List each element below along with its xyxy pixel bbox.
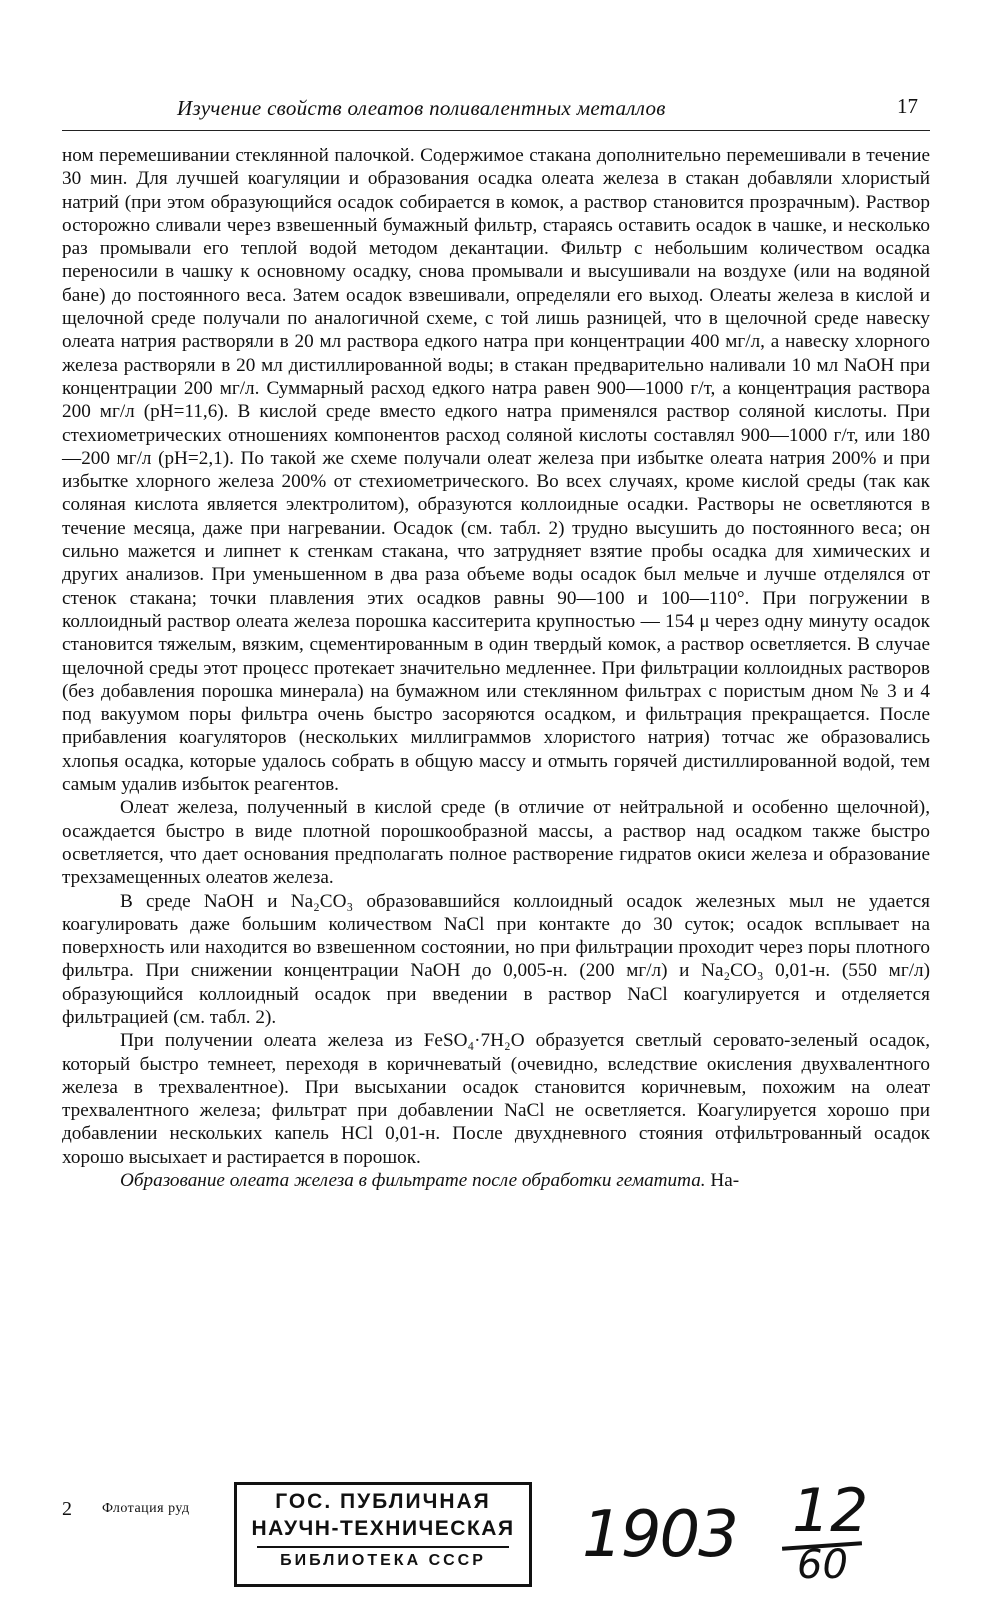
signature-mark: Флотация руд <box>102 1501 190 1516</box>
paragraph-5 <box>62 1169 930 1192</box>
page-footer <box>62 1476 930 1594</box>
paragraph-5-heading: Образование олеата железа в фильтрате после обработки гематита. <box>120 1170 706 1192</box>
stamp-line-3: БИБЛИОТЕКА СССР <box>257 1546 509 1570</box>
running-title: Изучение свойств олеатов поливалентных металлов <box>177 96 666 120</box>
running-header <box>62 92 930 132</box>
paragraph-2: Олеат железа, полученный в кислой среде (в отличие от нейтральной и особенно щелочной), осаждается быстро в виде плотной порошкообразной массы, а раствор над осадком также быстро осветляется, что дает основания предполагать полное растворение гидратов окиси железа и образование трехзамещенных олеатов железа. <box>62 797 930 889</box>
handwritten-number: 1903 <box>582 1498 737 1572</box>
header-rule <box>62 130 930 131</box>
paragraph-3: В среде NaOH и Na₂CO₃ образовавшийся коллоидный осадок железных мыл не удается коагулировать даже большим количеством NaCl при контакте до 30 суток; осадок всплывает на поверхность или находится во взвешенном состоянии, но при фильтрации проходит через поры плотного фильтра. При снижении концентрации NaOH до 0,005-н. (200 мг/л) и Na₂CO₃ 0,01-н. (550 мг/л) образующийся коллоидный осадок при введении в раствор NaCl коагулируется и отделяется фильтрацией (см. табл. 2). <box>62 890 930 1028</box>
library-stamp <box>234 1484 532 1587</box>
handwritten-numerator: 12 <box>792 1476 869 1546</box>
handwritten-denominator: 60 <box>797 1542 848 1588</box>
signature-number: 2 <box>62 1498 72 1520</box>
stamp-line-1: ГОС. ПУБЛИЧНАЯ <box>275 1490 491 1513</box>
stamp-line-2: НАУЧН-ТЕХНИЧЕСКАЯ <box>251 1517 515 1540</box>
paragraph-1: ном перемешивании стеклянной палочкой. Содержимое стакана дополнительно перемешивали в течение 30 мин. Для лучшей коагуляции и образования осадка олеата железа в стакан добавляли хлористый натрий (при этом образующийся осадок собирается в комок, а раствор становится прозрачным). Раствор осторожно сливали через взвешенный бумажный фильтр, стараясь оставить осадок в чашке, и несколько раз промывали его теплой водой методом декантации. Фильтр с небольшим количеством осадка переносили в чашку к основному осадку, снова промывали и высушивали на воздухе (или на водяной бане) до постоянного веса. Затем осадок взвешивали, определяли его выход. Олеаты железа в кислой и щелочной среде получали по аналогичной схеме, с той лишь разницей, что в щелочной среде навеску олеата натрия растворяли в 20 мл раствора едкого натра при концентрации 400 мг/л, а навеску хлорного железа растворяли в 20 мл дистиллированной воды; в стакан предварительно наливали 10 мл NaOH при концентрации 200 мг/л. Суммарный расход едкого натра равен 900—1000 г/т, а концентрация раствора 200 мг/л (pH=11,6). В кислой среде вместо едкого натра применялся раствор соляной кислоты. При стехиометрических отношениях компонентов расход соляной кислоты составлял 900—1000 г/т, или 180—200 мг/л (pH=2,1). По такой же схеме получали олеат железа при избытке олеата натрия 200% и при избытке хлорного железа 200% от стехиометрического. Во всех случаях, кроме кислой среды (так как соляная кислота является электролитом), образуются коллоидные осадки. Растворы не осветляются в течение месяца, даже при нагревании. Осадок (см. табл. 2) трудно высушить до постоянного веса; он сильно мажется и липнет к стенкам стакана, что затрудняет взятие пробы осадка для химических и других анализов. При уменьшенном в два раза объеме воды осадок был мельче и лучше отделялся от стенок стакана; точки плавления этих осадков равны 90—100 и 100—110°. При погружении в коллоидный раствор олеата железа порошка касситерита крупностью — 154 μ через одну минуту осадок становится тяжелым, вязким, сцементированным в один твердый комок, а раствор осветляется. В случае щелочной среды этот процесс протекает значительно медленнее. При фильтрации коллоидных растворов (без добавления порошка минерала) на бумажном или стеклянном фильтрах с пористым дном № 3 и 4 под вакуумом поры фильтра очень быстро засоряются осадком, и фильтрация прекращается. После прибавления коагуляторов (нескольких миллиграммов хлористого натрия) тотчас же образовались хлопья осадка, которые удалось собрать в общую массу и отмыть горячей дистиллированной водой, тем самым удалив избыток реагентов. <box>62 145 930 796</box>
body-text <box>62 144 930 1192</box>
paragraph-4: При получении олеата железа из FeSO₄·7H₂O образуется светлый серовато-зеленый осадок, который быстро темнеет, переходя в коричневатый (очевидно, вследствие окисления двухвалентного железа в трехвалентное). При высыхании осадок становится коричневым, похожим на олеат трехвалентного железа; фильтрат при добавлении NaCl не осветляется. Коагулируется хорошо при добавлении нескольких капель HCl 0,01-н. После двухдневного стояния отфильтрованный осадок хорошо высыхает и растирается в порошок. <box>62 1030 930 1168</box>
page-number: 17 <box>897 94 918 118</box>
paragraph-5-text: На- <box>705 1170 740 1192</box>
